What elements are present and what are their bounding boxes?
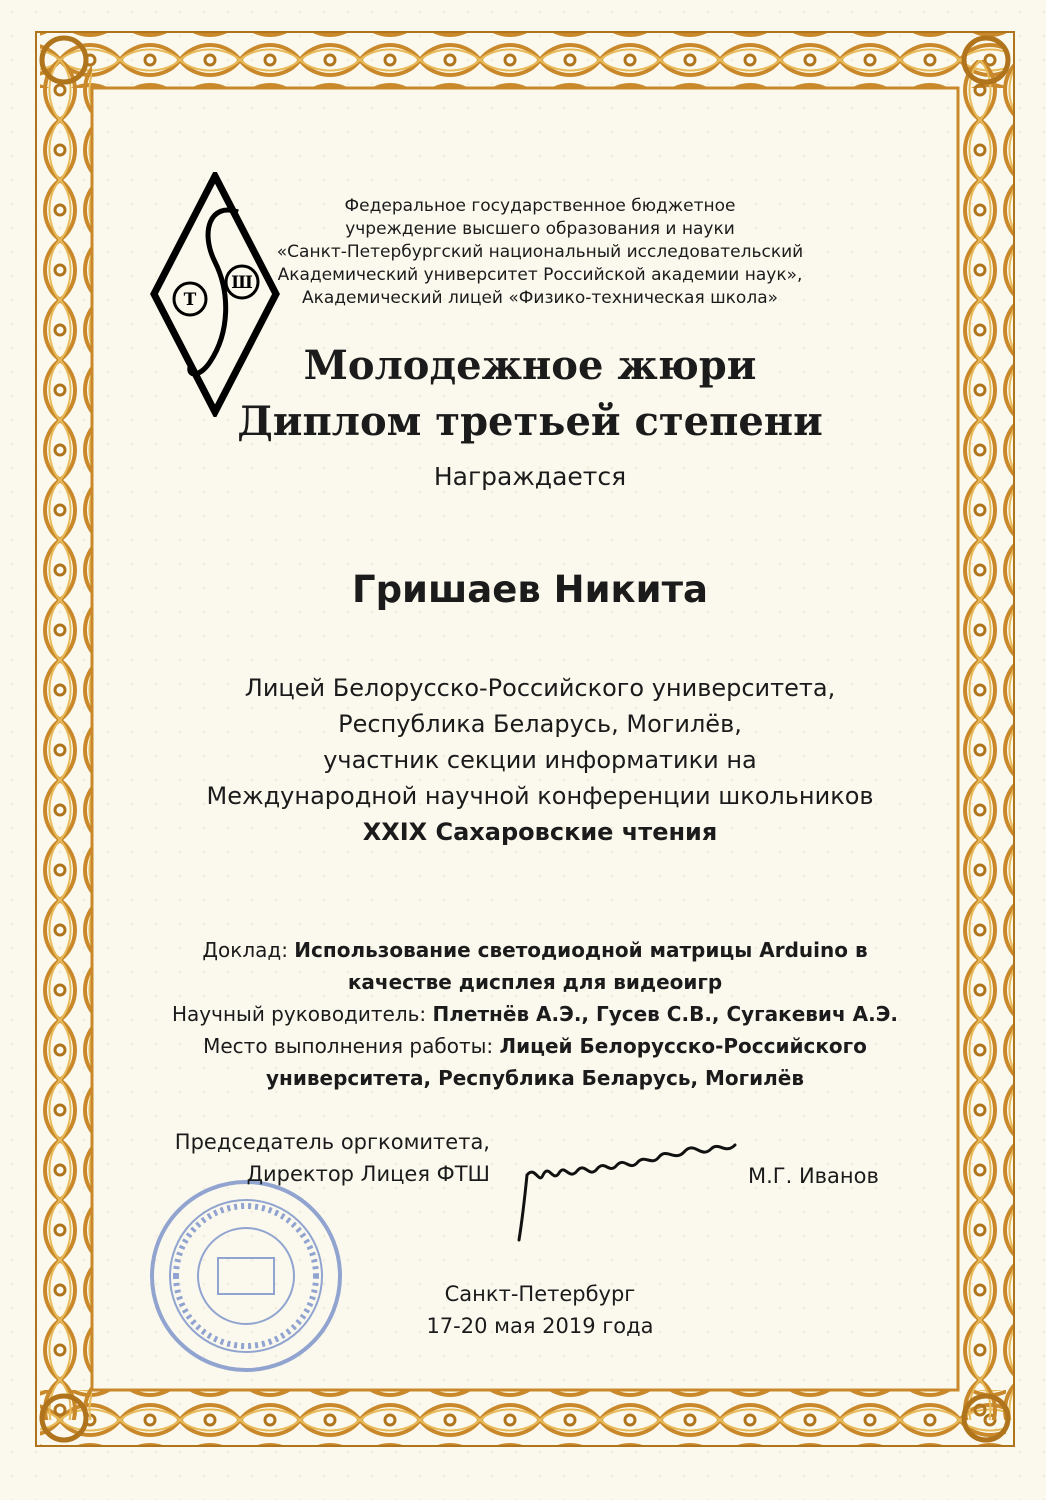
footer-city: Санкт-Петербург xyxy=(444,1282,636,1306)
report-details xyxy=(135,934,935,1094)
institution-line-3: «Санкт-Петербургский национальный исследовательский xyxy=(276,242,804,262)
supervisor-names: Плетнёв А.Э., Гусев С.В., Сугакевич А.Э. xyxy=(432,1002,898,1026)
description-line-2: Республика Беларусь, Могилёв, xyxy=(338,710,742,738)
institution-line-2: учреждение высшего образования и науки xyxy=(345,219,735,239)
chair-role xyxy=(170,1126,490,1190)
recipient-description xyxy=(150,670,930,850)
official-stamp xyxy=(146,1176,346,1376)
description-line-1: Лицей Белорусско-Российского университета, xyxy=(244,674,836,702)
logo-letter-t: Т xyxy=(183,290,197,310)
conference-name: XXIX Сахаровские чтения xyxy=(362,818,718,846)
place-1: Лицей Белорусско-Российского xyxy=(499,1034,867,1058)
institution-line-5: Академический лицей «Физико-техническая школа» xyxy=(301,288,779,308)
institution-line-4: Академический университет Российской академии наук», xyxy=(277,265,803,285)
signer-name: М.Г. Иванов xyxy=(748,1164,879,1188)
jury-title: Молодежное жюри xyxy=(303,342,757,389)
place-2: университета, Республика Беларусь, Могилёв xyxy=(265,1066,805,1090)
institution-header xyxy=(170,195,910,310)
awarded-label: Награждается xyxy=(433,462,627,491)
report-title-1: Использование светодиодной матрицы Arduino в xyxy=(294,938,868,962)
handwritten-signature xyxy=(505,1135,745,1245)
logo-letter-sh: Ш xyxy=(231,273,253,293)
report-label: Доклад: xyxy=(202,938,288,962)
description-line-3: участник секции информатики на xyxy=(323,746,757,774)
report-title-2: качестве дисплея для видеоигр xyxy=(347,970,723,994)
footer xyxy=(370,1278,710,1342)
description-line-4: Международной научной конференции школьников xyxy=(206,782,874,810)
institution-line-1: Федеральное государственное бюджетное xyxy=(344,196,736,216)
diploma-title: Диплом третьей степени xyxy=(237,398,823,445)
footer-date: 17-20 мая 2019 года xyxy=(426,1314,654,1338)
recipient-name: Гришаев Никита xyxy=(352,568,708,611)
chair-role-line-1: Председатель оргкомитета, xyxy=(174,1130,490,1154)
chair-role-line-2: Директор Лицея ФТШ xyxy=(246,1162,490,1186)
place-label: Место выполнения работы: xyxy=(203,1034,494,1058)
supervisor-label: Научный руководитель: xyxy=(172,1002,427,1026)
